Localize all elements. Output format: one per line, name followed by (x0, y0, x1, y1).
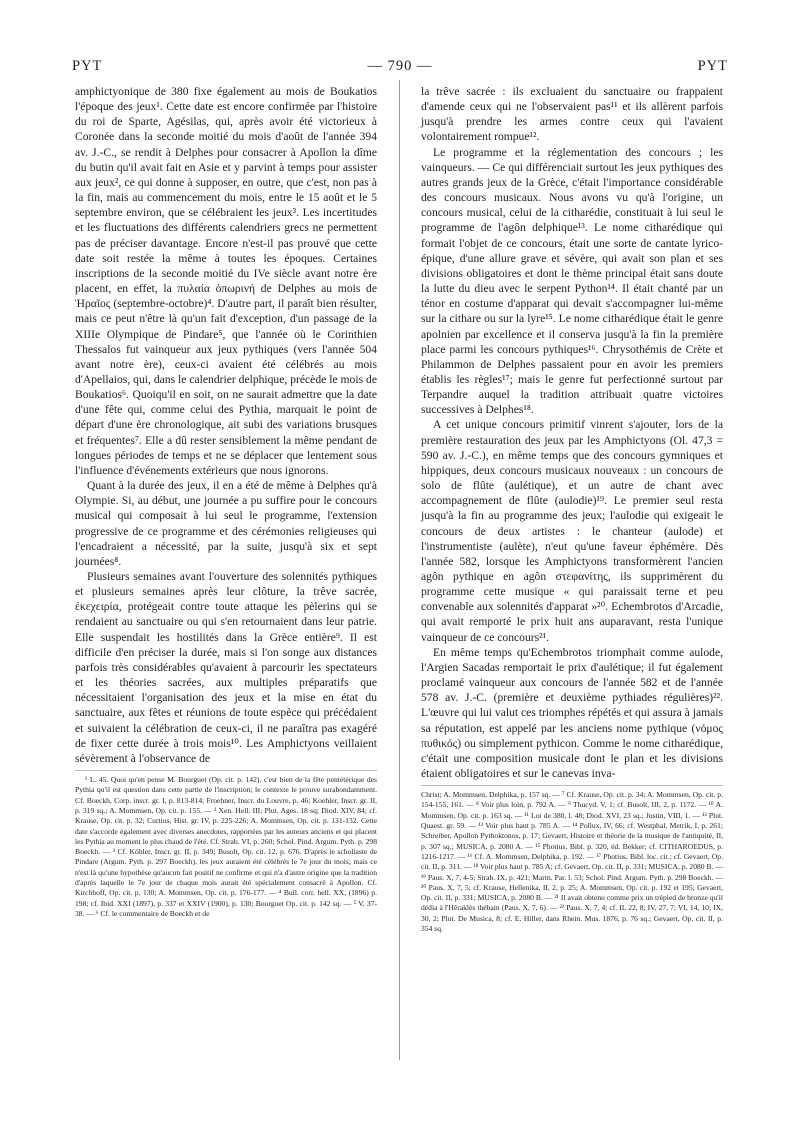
body-paragraph: A cet unique concours primitif vinrent s'ajouter, lors de la première restauration des jeux par les Amphictyons (Ol. 47,3 = 590 av. J.-C.), en même temps que des concours gymniques et hippiques, deux concours musicaux nouveaux : un concours de solo de flûte (aulétique), et un autre de chant avec accompagnement de flûte (aulodie)¹⁹. Le premier seul resta jusqu'à la fin au programme des jeux; l'aulodie qui exigeait le concours de deux artistes : le chanteur (aulode) et l'instrumentiste (aulète), n'eut qu'une faveur éphémère. Dès l'année 582, lorsque les Amphictyons transformèrent l'ancien agôn pythique en agôn στεφανίτης, ils supprimèrent du programme cette musique « qui paraissait terne et peu convenable aux solennités d'apparat »²⁰. Echembrotos d'Arcadie, qui avait remporté le prix huit ans auparavant, resta l'unique vainqueur de ce concours²¹. (421, 418, 723, 644)
footnotes (421, 790, 723, 934)
footnotes (75, 775, 377, 919)
running-head-right: PYT (697, 58, 728, 74)
left-column (75, 84, 377, 919)
running-head-left: PYT (72, 58, 103, 74)
footnote-separator (75, 770, 377, 771)
footnote-text: ¹ L. 45. Quoi qu'en pense M. Bourguet (Op. cit. p. 142), c'est bien de la fête pentétérique des Pythia qu'il est question dans cette partie de l'inscription; le contexte le prouve surabondamment. Cf. Boeckh, Corp. inscr. gr. I, p. 813-814; Froehner, Inscr. du Louvre, p. 46; Koehler, Inscr. gr. II, p. 319 sq.; A. Mommsen, Op. cit. p. 155. — ² Xen. Hell. III; Plut. Ages. 18 sq; Diod. XIV, 84; cf. Krause, Op. cit. p. 32; Curtius, Hist. gr. IV, p. 225-226; A. Mommsen, Op. cit. p. 131-132. Cette date s'accorde également avec diverses anecdotes, rapportées par les auteurs anciens et qui placent les Pythia au moment le plus chaud de l'été. Cf. Strab. VI, p. 260; Schol. Pind. Argum. Pyth. p. 298 Boeckh. — ³ Cf. Köhler, Inscr. gr. II, p. 349; Busolt, Op. cit. 12, p. 676. D'après le scholiaste de Pindare (Argum. Pyth. p. 297 Boeckh), les jeux auraient été célébrés le 7e jour du mois; mais ce n'est là qu'une hypothèse qu'aucun fait positif ne confirme et qui n'a d'autre origine que la tradition d'après laquelle le 7e jour de chaque mois aurait été spécialement consacré à Apollon. Cf. Kirchhoff, Op. cit. p. 130; A. Mommsen, Op. cit. p. 176-177. — ⁴ Bull. corr. hell. XX, (1896) p. 198; cf. Ibid. XXI (1897), p. 337 et XXIV (1900), p. 130; Bourguet Op. cit. p. 142 sq. — ⁵ V, 37-38. — ⁶ Cf. le commentaire de Boeckh et de (75, 775, 377, 918)
page-number: — 790 — (367, 58, 433, 74)
column-divider (399, 80, 400, 1060)
footnote-separator (421, 785, 723, 786)
section-paragraph: Le programme et la réglementation des concours ; les vainqueurs. — Ce qui différenciait surtout les jeux pythiques des autres grands jeux de la Grèce, c'était l'importance considérable des concours musicaux. Nous avons vu qu'à l'origine, un concours musical, celui de la citharédie, constituait à lui seul le programme de l'agôn delphique¹³. Le nome citharédique qui formait l'objet de ce concours, était une sorte de cantate lyrico-épique, d'une allure grave et sévère, qui avait son plan et ses divisions obligatoires et dont le thème principal était sans doute la lutte du dieu avec le serpent Python¹⁴. Il était chanté par un ténor en costume d'apparat qui devait s'accompagner lui-même sur la cithare ou sur la lyre¹⁵. Le nome citharédique était le genre apolnien par excellence et il conserva jusqu'à la fin la première place parmi les concours pythiques¹⁶. Chrysothémis de Crète et Philammon de Delphes passaient pour en avoir les premiers établis les règles¹⁷; mais le genre fut perfectionné surtout par Terpandre auquel la tradition attribuait quatre victoires successives à Delphes¹⁸. (421, 145, 723, 417)
body-paragraph: la trêve sacrée : ils excluaient du sanctuaire ou frappaient d'amende ceux qui ne l'observaient pas¹¹ et ils allèrent parfois jusqu'à prendre les armes contre ceux qui l'avaient volontairement rompue¹². (421, 85, 723, 144)
footnote-text: Christ; A. Mommsen, Delphika, p. 157 sq. — ⁷ Cf. Krause, Op. cit. p. 34; A. Mommsen, Op. cit. p. 154-155, 161. — ⁸ Voir plus loin, p. 792 A. — ⁹ Thucyd. V, 1; cf. Busolt, III, 2, p. 1172. — ¹⁰ A. Mommsen, Op. cit. p. 163 sq. — ¹¹ Loi de 380, l. 48; Diod. XVI, 23 sq.; Justin, VIII, 1. — ¹² Plut. Quaest. gr. 59. — ¹³ Voir plus haut p. 785 A. — ¹⁴ Pollux, IV, 66; cf. Westphal, Metrik, I, p. 261; Schreiber, Apollon Pythoktonos, p. 17; Gevaert, Histoire et théorie de la musique de l'antiquité, II, p. 307 sq.; MUSICA, p. 2080 A. — ¹⁵ Photius, Bibl. p. 320, éd. Bekker; cf. CITHAROEDUS, p. 1216-1217. — ¹⁶ Cf. A. Mommsen, Delphika, p. 192. — ¹⁷ Photius, Bibl. loc. cit.; cf. Gevaert, Op. cit. II, p. 311. — ¹⁸ Voir plus haut p. 785 A; cf. Gevaert, Op. cit. II, p. 331; MUSICA, p. 2080 B. — ¹⁹ Paus. X, 7, 4-5; Strab. IX, p. 421; Marm. Par. l. 53; Schol. Pind. Argum. Pyth. p. 298 Boeckh. — ²⁰ Paus. X, 7, 5; cf. Krause, Hellenika, II, 2, p. 25; A. Mommsen, Op. cit. p. 192 et 195; Gevaert, Op. cit. II, p. 331; MUSICA, p. 2080 B. — ²¹ Il avait obtenu comme prix un trépied de bronze qu'il dédia à l'Hêraklès thébain (Paus. X, 7, 6). — ²² Paus. X, 7, 4; cf. II, 22, 8; IV, 27, 7; VI, 14, 10; IX, 30, 2; Plut. De Musica, 8; cf. E. Hiller, dans Rhein. Mus. 1876, p. 76 sq.; Gevaert, Op. cit. II, p. 354 sq. (421, 790, 723, 934)
page-header (72, 58, 728, 78)
body-paragraph: Plusieurs semaines avant l'ouverture des solennités pythiques et plusieurs semaines après leur clôture, la trêve sacrée, ἐκεχειρία, protégeait contre toute attaque les pèlerins qui se rendaient au sanctuaire ou qui s'en retournaient dans leur patrie. Elle suspendait les hostilités dans la Grèce entière⁹. Il est difficile d'en préciser la durée, mais si l'on songe aux distances parfois très considérables qu'avaient à parcourir les spectateurs et les théories sacrées, aux multiples préparatifs que nécessitaient l'organisation des jeux et la mise en état du sanctuaire, aux fêtes et réunions de toute espèce qui précédaient et suivaient la célébration de ceux-ci, il ne paraîtra pas exagéré de fixer cette durée à trois mois¹⁰. Les Amphictyons veillaient sévèrement à l'observance de (75, 570, 377, 765)
body-paragraph: En même temps qu'Echembrotos triomphait comme aulode, l'Argien Sacadas remportait le prix d'aulétique; il fut également proclamé vainqueur aux concours de l'année 582 et de l'année 578 av. J.-C. (première et deuxième pythiades régulières)²². L'œuvre qui lui valut ces triomphes répétés et qui assura à jamais sa réputation, est appelé par les anciens nome pythique (νόμος πυθικός) ou simplement pythicon. Comme le nome citharédique, c'était une composition musicale dont le plan et les divisions étaient obligatoires et sur le canevas inva- (421, 645, 723, 781)
body-paragraph: Quant à la durée des jeux, il en a été de même à Delphes qu'à Olympie. Si, au début, une journée a pu suffire pour le concours musical qui composait à lui seul le programme, l'extension progressive de ce programme et des cérémonies religieuses qui l'encadraient a nécessité, par la suite, jusqu'à six et sept journées⁸. (75, 479, 377, 568)
right-column (421, 84, 723, 934)
body-paragraph: amphictyonique de 380 fixe également au mois de Boukatios l'époque des jeux¹. Cette date est encore confirmée par l'histoire du roi de Sparte, Agésilas, qui, après avoir été victorieux à Coronée dans la seconde moitié du mois d'août de l'année 394 av. J.-C., se rendit à Delphes pour consacrer à Apollon la dîme du butin qu'il avait fait en Asie et y parvint à temps pour assister aux jeux², ce qui donne à supposer, en outre, que c'est, non pas à la fin, mais au commencement du mois, entre le 15 août et le 5 septembre environ, que se célébraient les jeux³. Les incertitudes et les fluctuations des différents calendriers grecs ne permettent pas de préciser davantage. Encore n'est-il pas prouvé que cette date soit restée la même à toutes les époques. Certaines inscriptions de la seconde moitié du IVe siècle avant notre ère placent, en effet, la πυλαία ὀπωρινή de Delphes au mois de Ἡραῖος (septembre-octobre)⁴. D'autre part, il paraît bien résulter, mais ce peut n'être là qu'un fait d'exception, d'un passage de la XIIIe Olympique de Pindare⁵, que l'année où le Corinthien Thessalos fut vainqueur aux jeux pythiques (vers l'année 504 avant notre ère), ceux-ci avaient été célébrés au mois d'Apellaios, qui, dans le calendrier delphique, précède le mois de Boukatios⁶. Quoiqu'il en soit, on ne saurait admettre que la date d'une fête qui, comme celui des Pythia, marquait le point de départ d'une ère chronologique, ait subi des variations brusques et fréquentes⁷. Elle a dû rester sensiblement la même pendant de longues périodes de temps et ne se déplacer que lentement sous l'influence d'événements extérieurs que nous ignorons. (75, 85, 377, 477)
